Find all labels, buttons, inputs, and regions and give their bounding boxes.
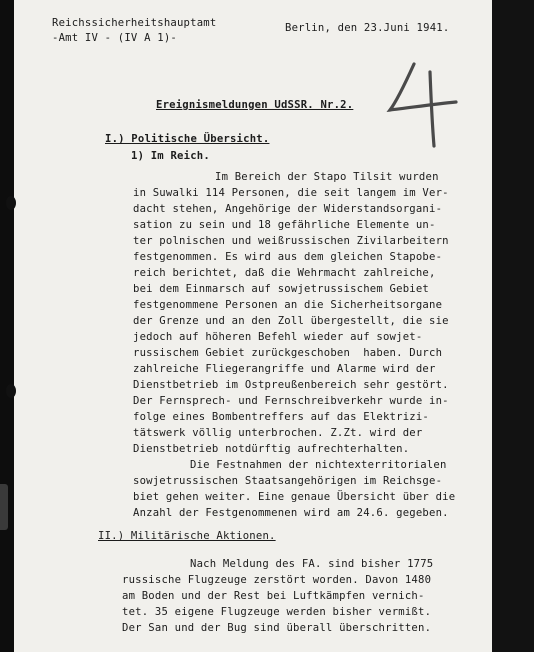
body-line: biet gehen weiter. Eine genaue Übersicht über die	[133, 491, 456, 503]
body-line: Nach Meldung des FA. sind bisher 1775	[190, 558, 434, 570]
place-date: Berlin, den 23.Juni 1941.	[285, 22, 450, 34]
body-line: Im Bereich der Stapo Tilsit wurden	[215, 171, 439, 183]
body-line: folge eines Bombentreffers auf das Elektrizi-	[133, 411, 430, 423]
body-line: dacht stehen, Angehörige der Widerstandsorgani-	[133, 203, 443, 215]
scan-right-edge	[492, 0, 534, 652]
body-line: tet. 35 eigene Flugzeuge werden bisher vermißt.	[122, 606, 432, 618]
body-line: russische Flugzeuge zerstört worden. Davon 1480	[122, 574, 432, 586]
body-line: Der San und der Bug sind überall überschritten.	[122, 622, 432, 634]
punch-hole-top	[6, 196, 16, 210]
body-line: sation zu sein und 18 gefährliche Elemente un-	[133, 219, 436, 231]
document-title: Ereignismeldungen UdSSR. Nr.2.	[156, 99, 354, 111]
body-line: zahlreiche Fliegerangriffe und Alarme wird der	[133, 363, 436, 375]
body-line: ter polnischen und weißrussischen Zivilarbeitern	[133, 235, 449, 247]
body-line: Die Festnahmen der nichtexterritorialen	[190, 459, 447, 471]
body-line: russischem Gebiet zurückgeschoben haben. Durch	[133, 347, 443, 359]
punch-hole-bottom	[6, 384, 16, 398]
body-line: festgenommen. Es wird aus dem gleichen Stapobe-	[133, 251, 443, 263]
scan-left-edge	[0, 0, 14, 652]
body-line: Anzahl der Festgenommenen wird am 24.6. gegeben.	[133, 507, 449, 519]
body-line: reich berichtet, daß die Wehrmacht zahlreiche,	[133, 267, 436, 279]
body-line: Der Fernsprech- und Fernschreibverkehr wurde in-	[133, 395, 449, 407]
office-name: Reichssicherheitshauptamt	[52, 17, 217, 29]
body-line: festgenommene Personen an die Sicherheitsorgane	[133, 299, 443, 311]
section-2-heading: II.) Militärische Aktionen.	[98, 530, 276, 542]
body-line: Dienstbetrieb im Ostpreußenbereich sehr gestört.	[133, 379, 449, 391]
body-line: tätswerk völlig unterbrochen. Z.Zt. wird der	[133, 427, 423, 439]
body-line: am Boden und der Rest bei Luftkämpfen vernich-	[122, 590, 425, 602]
body-line: sowjetrussischen Staatsangehörigen im Reichsge-	[133, 475, 443, 487]
section-1-subheading: 1) Im Reich.	[131, 150, 210, 162]
binder-tab	[0, 484, 8, 530]
section-1-heading: I.) Politische Übersicht.	[105, 133, 270, 145]
body-line: Dienstbetrieb notdürftig aufrechterhalten.	[133, 443, 410, 455]
reference: -Amt IV - (IV A 1)-	[52, 32, 177, 44]
body-line: der Grenze und an den Zoll übergestellt, die sie	[133, 315, 449, 327]
body-line: jedoch auf höheren Befehl wieder auf sowjet-	[133, 331, 423, 343]
body-line: bei dem Einmarsch auf sowjetrussischem Gebiet	[133, 283, 430, 295]
body-line: in Suwalki 114 Personen, die seit langem im Ver-	[133, 187, 449, 199]
handwritten-number	[384, 58, 464, 150]
